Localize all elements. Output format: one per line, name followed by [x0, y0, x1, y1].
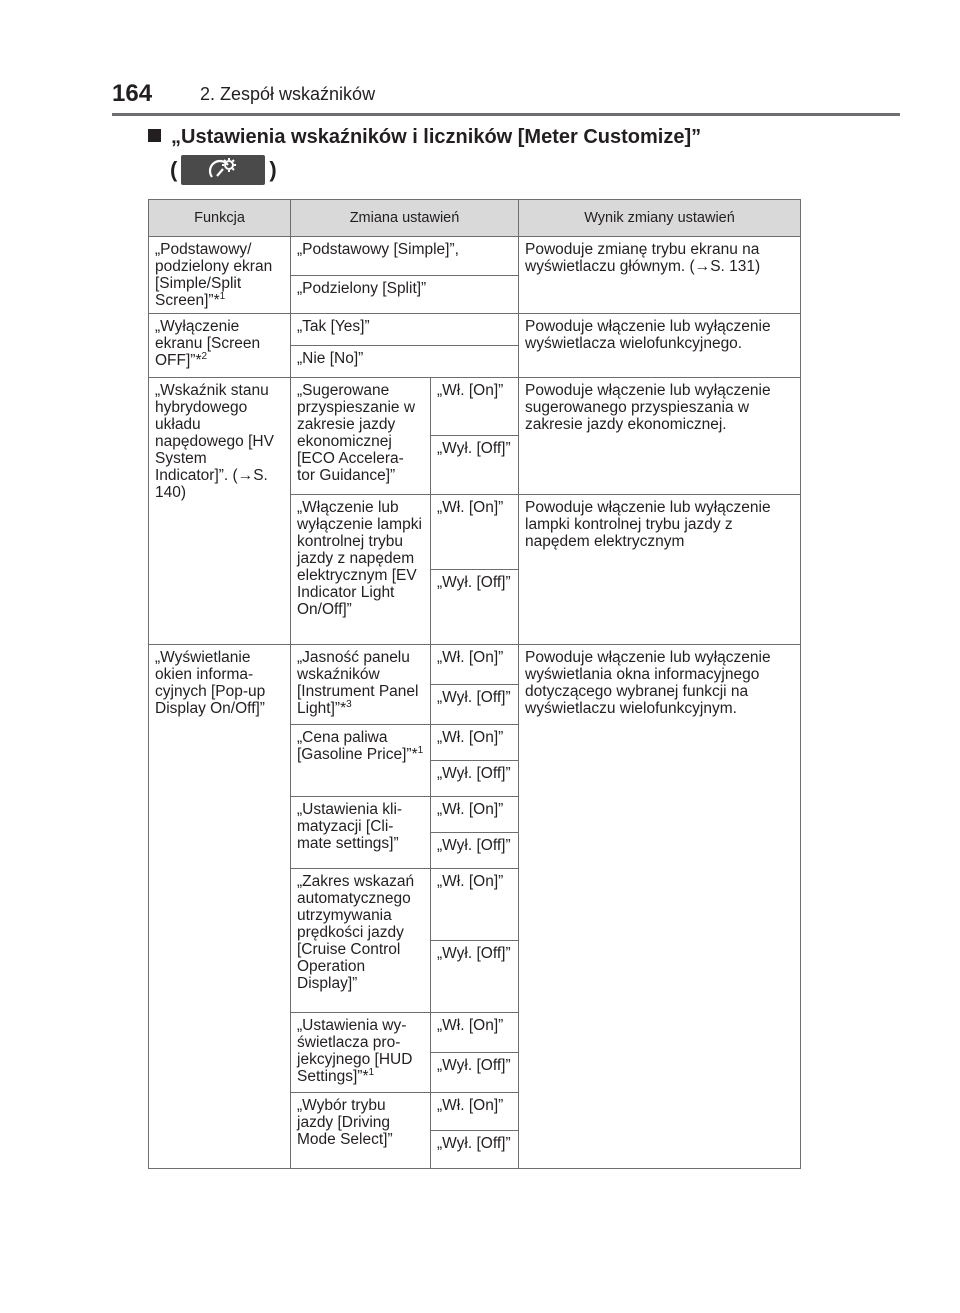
ev-on: „Wł. [On]”	[431, 495, 519, 570]
popup-item-label: „Wybór trybu jazdy [Driving Mode Select]”	[291, 1093, 431, 1169]
result-popup-display: Powoduje włączenie lub wyłączenie wyświetlania okna informacyjnego dotyczącego wybranej funkcji na wyświetlaczu wielofunkcyjnym.	[519, 645, 801, 1169]
page-header	[112, 80, 900, 110]
option-split: „Podzielony [Split]”	[291, 275, 519, 314]
heading-icon-line	[170, 155, 277, 185]
popup-item-label: „Ustawienia wy- świetlacza pro- jekcyjnego [HUD Settings]”*$^1$	[291, 1013, 431, 1093]
header-result: Wynik zmiany ustawień	[519, 200, 801, 237]
chapter-title: 2. Zespół wskaźników	[200, 84, 376, 104]
popup-item-off: „Wył. [Off]”	[431, 833, 519, 869]
result-eco: Powoduje włączenie lub wyłączenie sugerowanego przyspieszania w zakresie jazdy ekonomicznej.	[519, 378, 801, 495]
option-no: „Nie [No]”	[291, 346, 519, 378]
section-heading	[148, 126, 848, 149]
function-screen-off: „Wyłączenie ekranu [Screen OFF]”*$^2$	[149, 314, 291, 378]
page-number: 164	[112, 80, 153, 107]
popup-item-label: „Zakres wskazań automatycznego utrzymywania prędkości jazdy [Cruise Control Operation Display]”	[291, 869, 431, 1013]
function-hv-system: „Wskaźnik stanu hybrydowego układu napędowego [HV System Indicator]”. (→S. 140)	[149, 378, 291, 645]
popup-item-on: „Wł. [On]”	[431, 1093, 519, 1131]
result-screen-off: Powoduje włączenie lub wyłączenie wyświetlacza wielofunkcyjnego.	[519, 314, 801, 378]
result-ev: Powoduje włączenie lub wyłączenie lampki kontrolnej trybu jazdy z napędem elektrycznym	[519, 495, 801, 645]
meter-gear-icon	[181, 155, 265, 185]
function-popup-display: „Wyświetlanie okien informa- cyjnych [Pop-up Display On/Off]”	[149, 645, 291, 1169]
eco-off: „Wył. [Off]”	[431, 436, 519, 495]
popup-item-off: „Wył. [Off]”	[431, 1131, 519, 1169]
ev-off: „Wył. [Off]”	[431, 570, 519, 645]
popup-item-off: „Wył. [Off]”	[431, 685, 519, 725]
header-change: Zmiana ustawień	[291, 200, 519, 237]
paren-open: (	[170, 157, 178, 182]
popup-item-off: „Wył. [Off]”	[431, 761, 519, 797]
section-marker-icon	[148, 129, 161, 142]
header-function: Funkcja	[149, 200, 291, 237]
meter-customize-table	[148, 199, 801, 1169]
option-simple: „Podstawowy [Simple]”,	[291, 237, 519, 276]
sub-ev-indicator: „Włączenie lub wyłączenie lampki kontrolnej trybu jazdy z napędem elektrycznym [EV Indicator Light On/Off]”	[291, 495, 431, 645]
popup-item-off: „Wył. [Off]”	[431, 941, 519, 1013]
popup-item-off: „Wył. [Off]”	[431, 1053, 519, 1093]
popup-item-label: „Cena paliwa [Gasoline Price]”*$^1$	[291, 725, 431, 797]
popup-item-label: „Jasność panelu wskaźników [Instrument Panel Light]”*$^3$	[291, 645, 431, 725]
header-rule	[112, 113, 900, 116]
popup-item-label: „Ustawienia kli- matyzacji [Cli- mate settings]”	[291, 797, 431, 869]
popup-item-on: „Wł. [On]”	[431, 869, 519, 941]
popup-item-on: „Wł. [On]”	[431, 797, 519, 833]
popup-item-on: „Wł. [On]”	[431, 725, 519, 761]
popup-item-on: „Wł. [On]”	[431, 645, 519, 685]
paren-close: )	[269, 157, 277, 182]
option-yes: „Tak [Yes]”	[291, 314, 519, 346]
sub-eco-accelerator: „Sugerowane przyspieszanie w zakresie jazdy ekonomicznej [ECO Accelera- tor Guidance]”	[291, 378, 431, 495]
function-simple-split: „Podstawowy/ podzielony ekran [Simple/Split Screen]”*$^1$	[149, 237, 291, 314]
eco-on: „Wł. [On]”	[431, 378, 519, 436]
section-heading-text: „Ustawienia wskaźników i liczników [Meter Customize]”	[171, 126, 702, 148]
popup-item-on: „Wł. [On]”	[431, 1013, 519, 1053]
result-simple-split: Powoduje zmianę trybu ekranu na wyświetlaczu głównym. (→S. 131)	[519, 237, 801, 314]
